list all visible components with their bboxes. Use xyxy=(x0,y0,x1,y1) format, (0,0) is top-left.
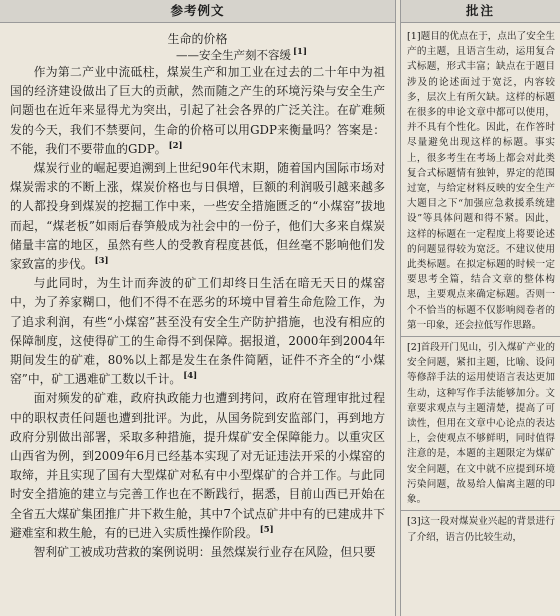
article-panel-header: 参考例文 xyxy=(0,0,395,23)
article-paragraph xyxy=(10,543,385,562)
comment-item: [3]这一段对煤炭业兴起的背景进行了介绍，语言仍比较生动， xyxy=(407,516,555,543)
comments-panel-header: 批注 xyxy=(401,0,560,23)
article-subtitle xyxy=(10,47,385,63)
subtitle-note-marker: [1] xyxy=(293,47,307,58)
article-paragraph xyxy=(10,274,385,389)
paragraph-text: 与此同时，为生计而奔波的矿工们却终日生活在暗无天日的煤窑中，为了养家糊口，他们不得不在恶劣的环境中冒着生命危险工作，为了追求利润，有些“小煤窑”甚至没有安全生产防护措施，也没有相应的保障制度，这使得矿工的生命得不到保障。据报道，2000年到2004年期间发生的矿难，80%以上都是发生在条件简陋，证件不齐全的“小煤窑”中，矿工遇难矿工数以千计。 xyxy=(10,276,385,387)
paragraph-text: 智利矿工被成功营救的案例说明：虽然煤炭行业存在风险，但只要 xyxy=(33,545,376,560)
comment-divider xyxy=(401,510,560,511)
article-paragraph xyxy=(10,159,385,274)
article-body xyxy=(0,23,395,562)
comments-body xyxy=(401,23,560,545)
article-paragraph xyxy=(10,63,385,159)
comment-item: [1]题目的优点在于，点出了安全生产的主题，且语言生动，运用复合式标题，形式丰富；缺点在于题目涉及的论述面过于宽泛，内容较多，层次上有所欠缺。这样的标题在很多的申论文章中都可以使用，并不具有个性化。因此，在作答时尽量避免出现这样的标题。事实上，很多考生在考场上都会对此类复合式标题情有独钟，界定的范围过宽，与给定材料反映的安全生产大题目之下“加强应急救援系统建设”等具体问题和得不紧。因此，这样的标题在一定程度上将要论述的问题显得较为宽泛。不建议使用此类标题。在拟定标题的时候一定要思考全篇，结合文章的整体构思，主要观点来确定标题。否则一个不恰当的标题不仅影响阅卷者的第一印象，还会拉低写作思路。 xyxy=(407,31,555,331)
note-marker: [4] xyxy=(183,371,198,382)
article-paragraph xyxy=(10,389,385,543)
article-subtitle-text: ——安全生产刻不容缓 xyxy=(176,48,292,62)
note-marker: [5] xyxy=(259,524,274,535)
paragraph-text: 面对频发的矿难，政府执政能力也遭到拷问，政府在管理审批过程中的职权责任问题也遭到批评。为此，从国务院到安监部门，再到地方政府分别做出部署，采取多种措施，提升煤矿安全保障能力。以重灾区山西省为例，到2009年6月已经基本实现了对无证违法开采的小煤窑的取缔，并且实现了国有大型煤矿对私有中小型煤矿的合并工作。与此同时安全措施的建立与完善工作也在不断践行，据悉，目前山西已开始在全省五大煤矿集团推广井下救生舱，其中7个试点矿井中有的已建成井下避难室和救生舱，有的已进入实质性操作阶段。 xyxy=(10,391,385,540)
paragraph-text: 煤炭行业的崛起要追溯到上世纪90年代末期，随着国内国际市场对煤炭需求的不断上涨，煤炭价格也与日俱增，巨额的利润吸引越来越多的人都投身到煤炭的挖掘工作中来，一些安全措施匮乏的“小煤窑”拔地而起，“煤老板”如雨后春笋般成为社会中的一份子，他们大多来自煤炭储量丰富的地区，虽然有些人的受教育程度甚低，但丝毫不影响他们发家致富的步伐。 xyxy=(10,161,385,272)
comment-item: [2]首段开门见山，引入煤矿产业的安全问题，紧扣主题，比喻、设问等修辞手法的运用使语言表达更加生动，这种写作手法能够加分。文章要求观点与主题清楚，提高了可读性，但用在文章中心论点的表达上，会使观点不够鲜明，同时值得注意的是，本题的主题限定为煤矿安全问题，在文中就不应提到环境污染问题，故易给人偏离主题的印象。 xyxy=(407,342,555,506)
paragraph-text: 作为第二产业中流砥柱，煤炭生产和加工业在过去的二十年中为祖国的经济建设做出了巨大的贡献，然而随之产生的环境污染与安全生产问题也在近年来显得尤为突出，引起了社会各界的广泛关注。在矿难频发的今天，我们不禁要问，生命的价格可以用GDP来衡量吗？答案是：不能，我们不要带血的GDP。 xyxy=(10,65,385,156)
note-marker: [3] xyxy=(94,256,109,267)
note-marker: [2] xyxy=(168,140,183,151)
comment-divider xyxy=(401,336,560,337)
article-title: 生命的价格 xyxy=(167,32,228,46)
comments-panel xyxy=(400,0,560,616)
